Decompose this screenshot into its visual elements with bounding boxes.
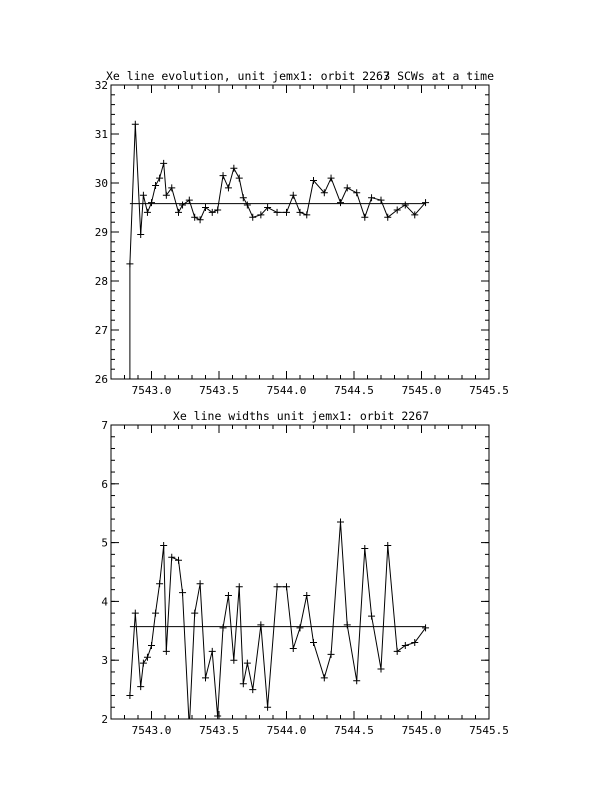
data-point: [244, 202, 251, 209]
x-tick-label: 7543.5: [199, 724, 239, 737]
data-point: [148, 199, 155, 206]
x-tick-label: 7545.5: [469, 724, 509, 737]
data-point: [283, 583, 290, 590]
data-point: [411, 639, 418, 646]
data-point: [290, 645, 297, 652]
data-point: [197, 580, 204, 587]
data-point: [249, 214, 256, 221]
data-point: [186, 724, 193, 731]
series-line: [130, 522, 426, 728]
data-point: [328, 651, 335, 658]
data-point: [236, 175, 243, 182]
y-tick-label: 32: [94, 79, 108, 92]
x-tick-label: 7544.5: [334, 384, 374, 397]
chart-xe-line-evolution: [95, 69, 509, 397]
data-point: [225, 592, 232, 599]
data-point: [297, 624, 304, 631]
data-point: [148, 642, 155, 649]
chart-title: Xe line evolution, unit jemx1: orbit 2267: [106, 69, 390, 83]
x-tick-label: 7545.0: [401, 384, 442, 397]
plot-frame: [111, 425, 489, 719]
data-point: [422, 624, 429, 631]
data-point: [402, 642, 409, 649]
x-tick-label: 7543.5: [199, 384, 239, 397]
data-point: [368, 613, 375, 620]
x-tick-label: 7545.0: [401, 724, 442, 737]
data-point: [274, 209, 281, 216]
chart-title: Xe line widths unit jemx1: orbit 2267: [172, 409, 430, 423]
y-tick-label: 7: [101, 419, 108, 432]
data-point: [337, 519, 344, 526]
data-point: [328, 175, 335, 182]
chart-subtitle: 3 SCWs at a time: [383, 69, 494, 83]
data-point: [220, 624, 227, 631]
data-point: [202, 204, 209, 211]
data-point: [225, 184, 232, 191]
data-point: [264, 704, 271, 711]
data-point: [368, 194, 375, 201]
data-point: [137, 231, 144, 238]
data-point: [156, 580, 163, 587]
data-point: [344, 621, 351, 628]
x-tick-label: 7543.0: [131, 724, 172, 737]
data-point: [361, 545, 368, 552]
y-tick-label: 27: [94, 324, 108, 337]
data-point: [132, 610, 139, 617]
data-point: [353, 189, 360, 196]
y-tick-label: 3: [101, 654, 108, 668]
y-tick-label: 31: [94, 128, 108, 141]
data-point: [140, 660, 147, 667]
y-tick-label: 28: [94, 275, 108, 288]
data-point: [230, 165, 237, 172]
data-point: [361, 214, 368, 221]
data-point: [191, 610, 198, 617]
data-point: [186, 197, 193, 204]
data-point: [126, 260, 133, 267]
x-tick-label: 7544.0: [266, 384, 307, 397]
plot-frame: [111, 85, 489, 379]
data-point: [132, 121, 139, 128]
data-point: [156, 175, 163, 182]
y-tick-label: 5: [101, 536, 108, 550]
data-point: [310, 639, 317, 646]
data-point: [163, 648, 170, 655]
data-point: [394, 648, 401, 655]
data-point: [126, 692, 133, 699]
data-point: [152, 182, 159, 189]
data-layer: [126, 121, 429, 379]
data-point: [179, 202, 186, 209]
y-tick-label: 2: [101, 713, 108, 726]
data-point: [137, 683, 144, 690]
series-line: [130, 124, 426, 264]
data-point: [378, 197, 385, 204]
data-point: [175, 209, 182, 216]
data-point: [160, 542, 167, 549]
x-tick-label: 7544.5: [334, 724, 374, 737]
data-layer: [126, 519, 429, 732]
data-point: [303, 211, 310, 218]
data-point: [168, 554, 175, 561]
data-point: [179, 589, 186, 596]
data-point: [290, 192, 297, 199]
data-point: [274, 583, 281, 590]
data-point: [257, 621, 264, 628]
x-tick-label: 7543.0: [131, 384, 172, 397]
data-point: [297, 209, 304, 216]
y-tick-label: 30: [94, 177, 108, 190]
data-point: [236, 583, 243, 590]
data-point: [384, 542, 391, 549]
data-point: [220, 172, 227, 179]
data-point: [337, 199, 344, 206]
data-point: [144, 654, 151, 661]
data-point: [152, 610, 159, 617]
y-tick-label: 4: [101, 595, 108, 609]
data-point: [160, 160, 167, 167]
data-point: [230, 657, 237, 664]
x-tick-label: 7544.0: [266, 724, 307, 737]
data-point: [209, 648, 216, 655]
data-point: [353, 677, 360, 684]
data-point: [202, 674, 209, 681]
y-tick-label: 26: [94, 373, 108, 386]
data-point: [144, 209, 151, 216]
data-point: [344, 184, 351, 191]
y-tick-label: 29: [94, 226, 108, 239]
data-point: [163, 192, 170, 199]
data-point: [140, 192, 147, 199]
data-point: [240, 194, 247, 201]
data-point: [321, 674, 328, 681]
chart-xe-line-widths: [101, 409, 509, 737]
data-point: [244, 660, 251, 667]
data-point: [378, 666, 385, 673]
data-point: [249, 686, 256, 693]
x-tick-label: 7545.5: [469, 384, 509, 397]
data-point: [175, 557, 182, 564]
y-tick-label: 6: [101, 477, 108, 491]
data-point: [240, 680, 247, 687]
data-point: [303, 592, 310, 599]
data-point: [283, 209, 290, 216]
